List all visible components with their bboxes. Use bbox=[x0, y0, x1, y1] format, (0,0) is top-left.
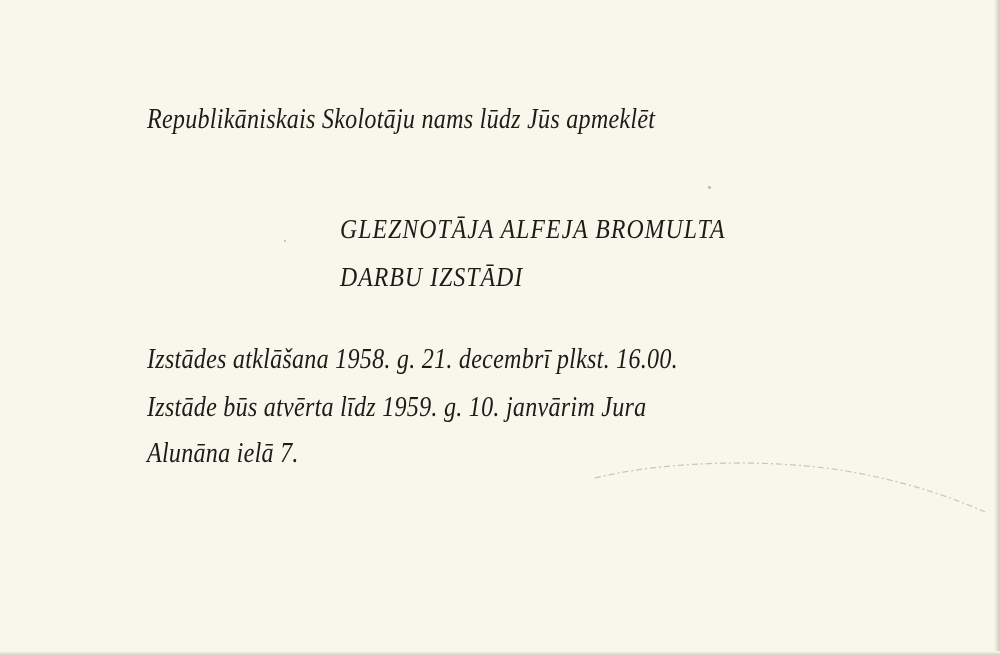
exhibition-title-line-2: DARBU IZSTĀDI bbox=[340, 262, 524, 292]
duration-details-text: Izstāde būs atvērta līdz 1959. g. 10. janvārim Jura bbox=[147, 392, 647, 423]
invitation-intro-text: Republikāniskais Skolotāju nams lūdz Jūs apmeklēt bbox=[147, 104, 656, 135]
opening-details-text: Izstādes atklāšana 1958. g. 21. decembrī plkst. 16.00. bbox=[147, 344, 678, 375]
address-text: Alunāna ielā 7. bbox=[147, 438, 299, 469]
card-bottom-edge bbox=[0, 651, 1000, 655]
exhibition-title-line-1: GLEZNOTĀJA ALFEJA BROMULTA bbox=[340, 214, 726, 244]
card-right-edge bbox=[994, 0, 1000, 655]
